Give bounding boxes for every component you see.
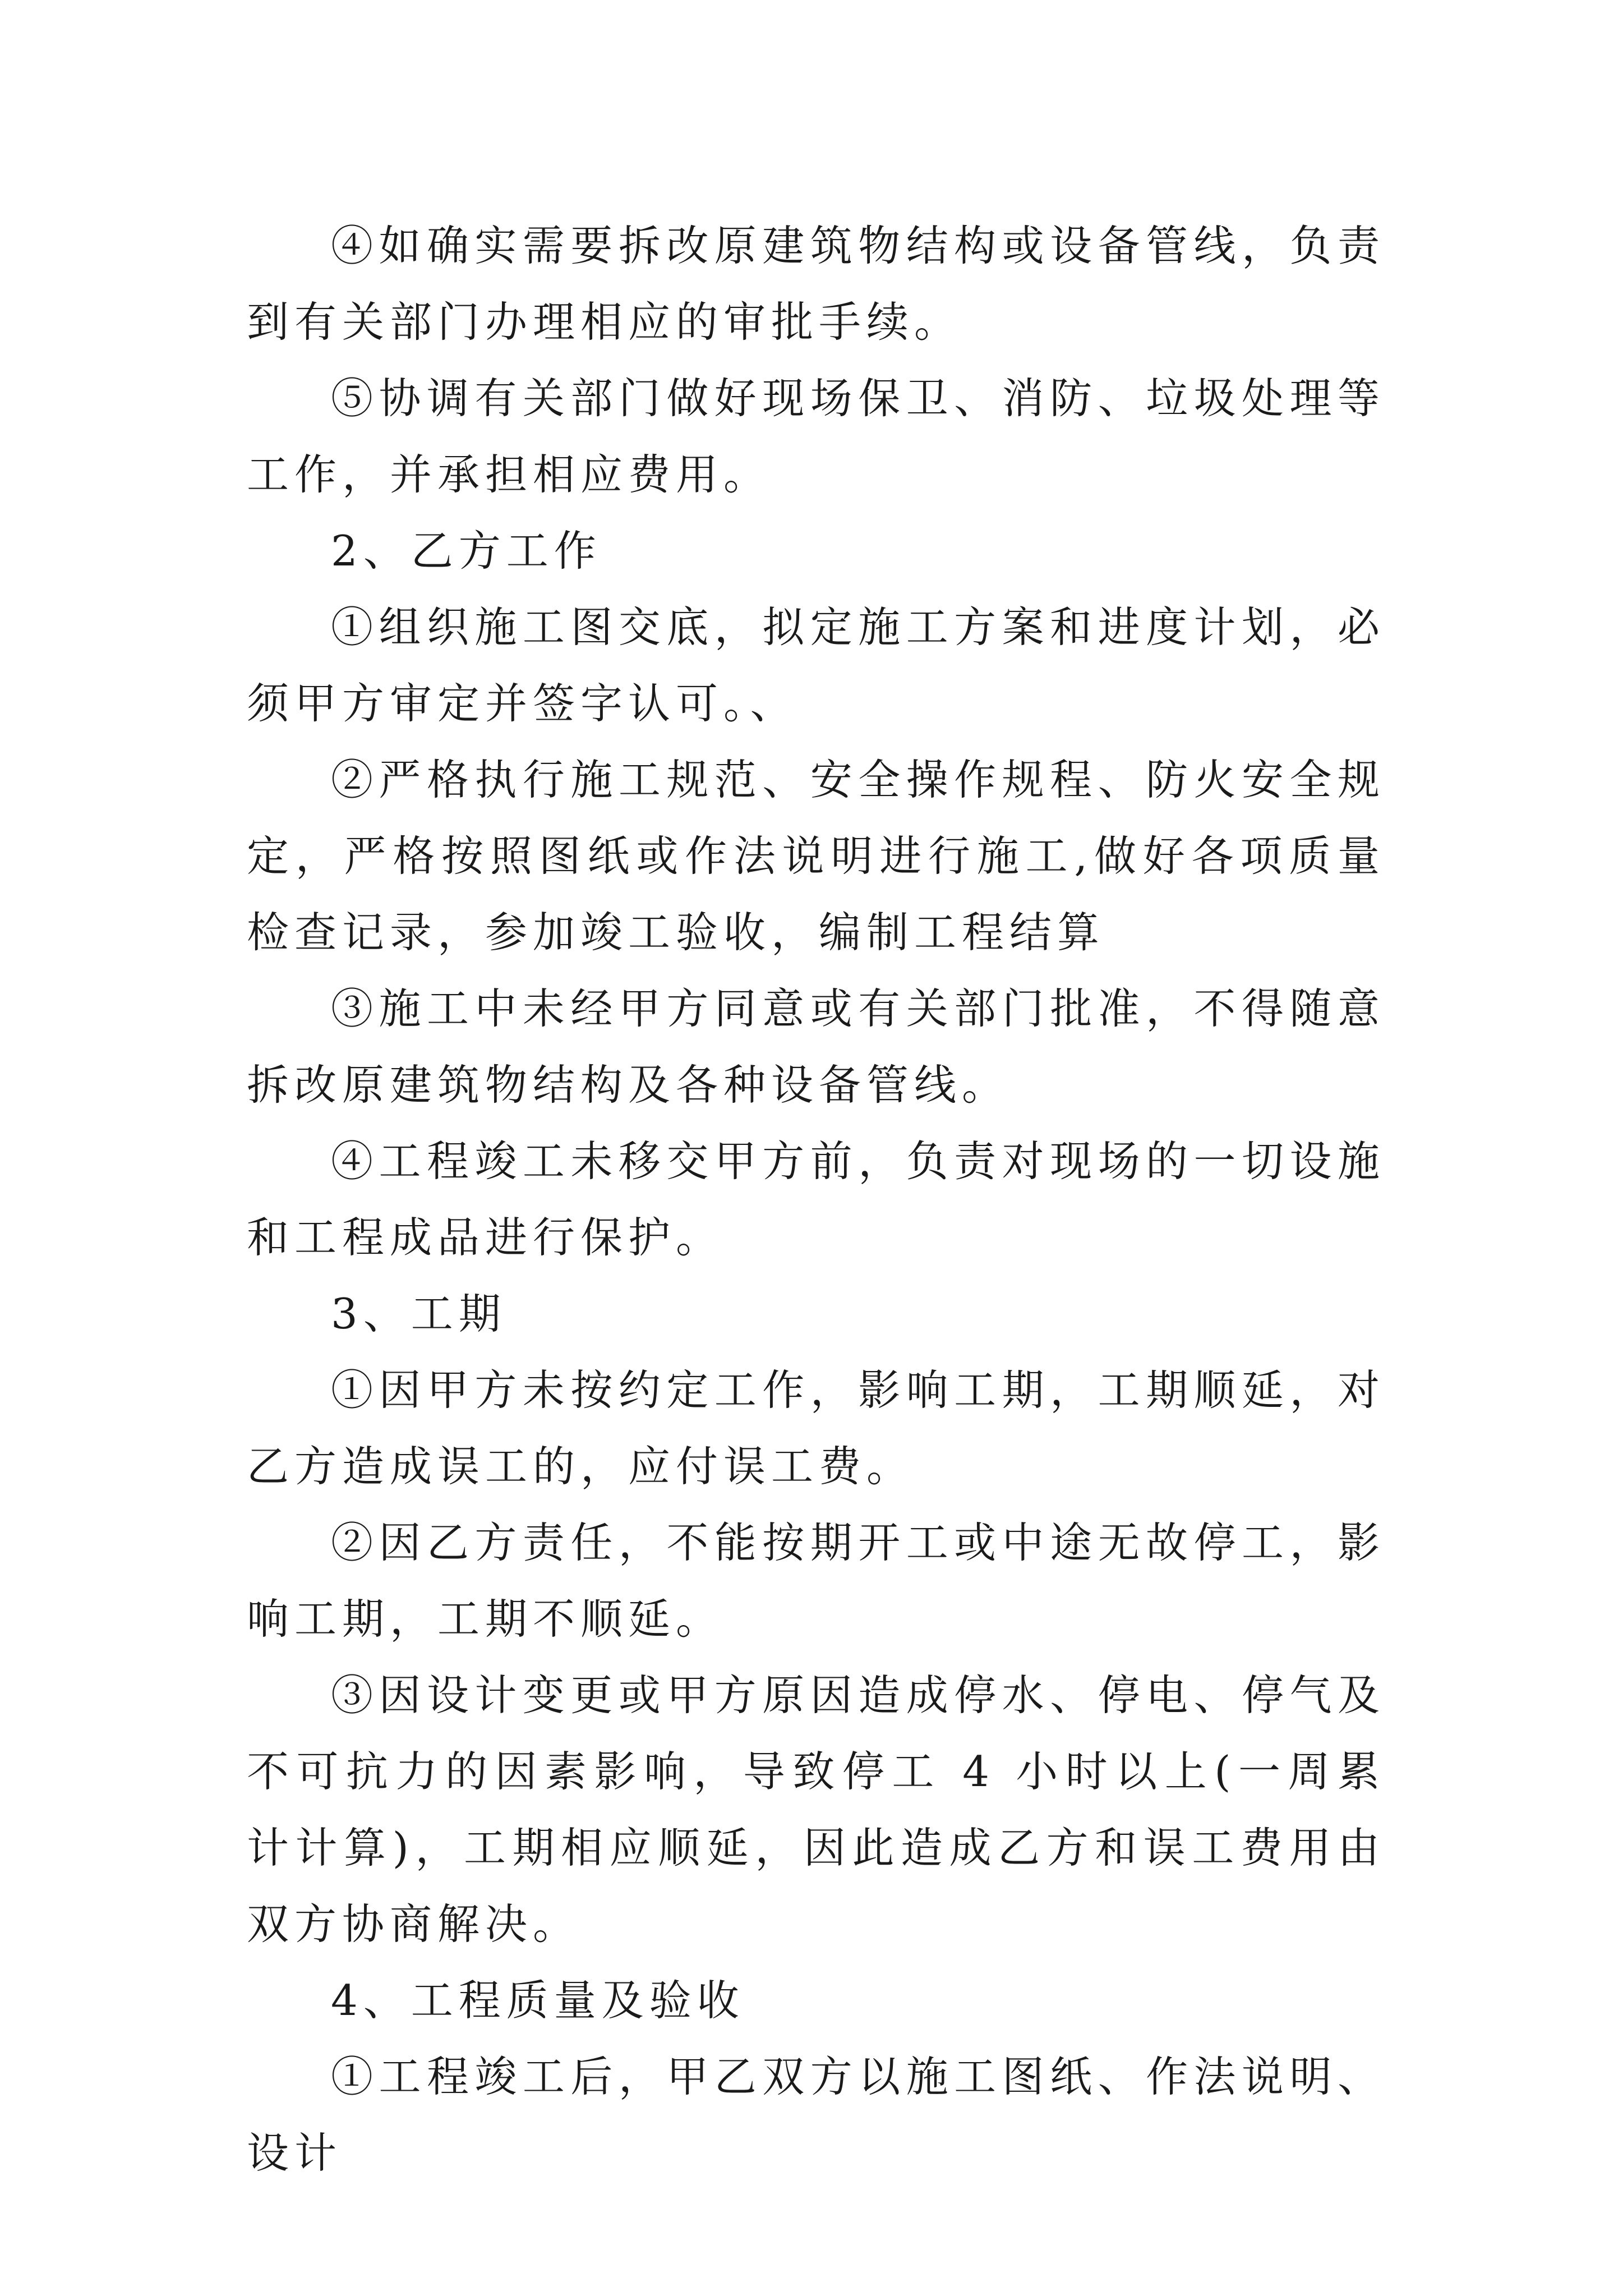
clause-schedule-item-3: ③因设计变更或甲方原因造成停水、停电、停气及不可抗力的因素影响，导致停工 4 小时以上(一周累计计算)，工期相应顺延，因此造成乙方和误工费用由双方协商解决。 [247, 1671, 1385, 1949]
clause-schedule-item-2: ②因乙方责任，不能按期开工或中途无故停工，影响工期，工期不顺延。 [247, 1518, 1385, 1644]
clause-quality-item-1: ①工程竣工后，甲乙双方以施工图纸、作法说明、设计 [247, 2052, 1385, 2178]
clause-party-b-item-2: ②严格执行施工规范、安全操作规程、防火安全规定，严格按照图纸或作法说明进行施工,做好各项质量检查记录，参加竣工验收，编制工程结算 [247, 755, 1385, 957]
clause-party-a-item-5: ⑤协调有关部门做好现场保卫、消防、垃圾处理等工作，并承担相应费用。 [247, 374, 1385, 499]
section-heading-quality-acceptance: 4、工程质量及验收 [331, 1976, 745, 2025]
clause-party-b-item-3: ③施工中未经甲方同意或有关部门批准，不得随意拆改原建筑物结构及各种设备管线。 [247, 984, 1385, 1110]
clause-party-a-item-4: ④如确实需要拆改原建筑物结构或设备管线，负责到有关部门办理相应的审批手续。 [247, 221, 1385, 347]
section-heading-party-b-work: 2、乙方工作 [331, 526, 602, 576]
clause-schedule-item-1: ①因甲方未按约定工作，影响工期，工期顺延，对乙方造成误工的，应付误工费。 [247, 1365, 1385, 1491]
clause-party-b-item-4: ④工程竣工未移交甲方前，负责对现场的一切设施和工程成品进行保护。 [247, 1137, 1385, 1262]
clause-party-b-item-1: ①组织施工图交底，拟定施工方案和进度计划，必须甲方审定并签字认可。、 [247, 602, 1385, 728]
document-body [247, 208, 1385, 2191]
section-heading-schedule: 3、工期 [331, 1289, 506, 1338]
